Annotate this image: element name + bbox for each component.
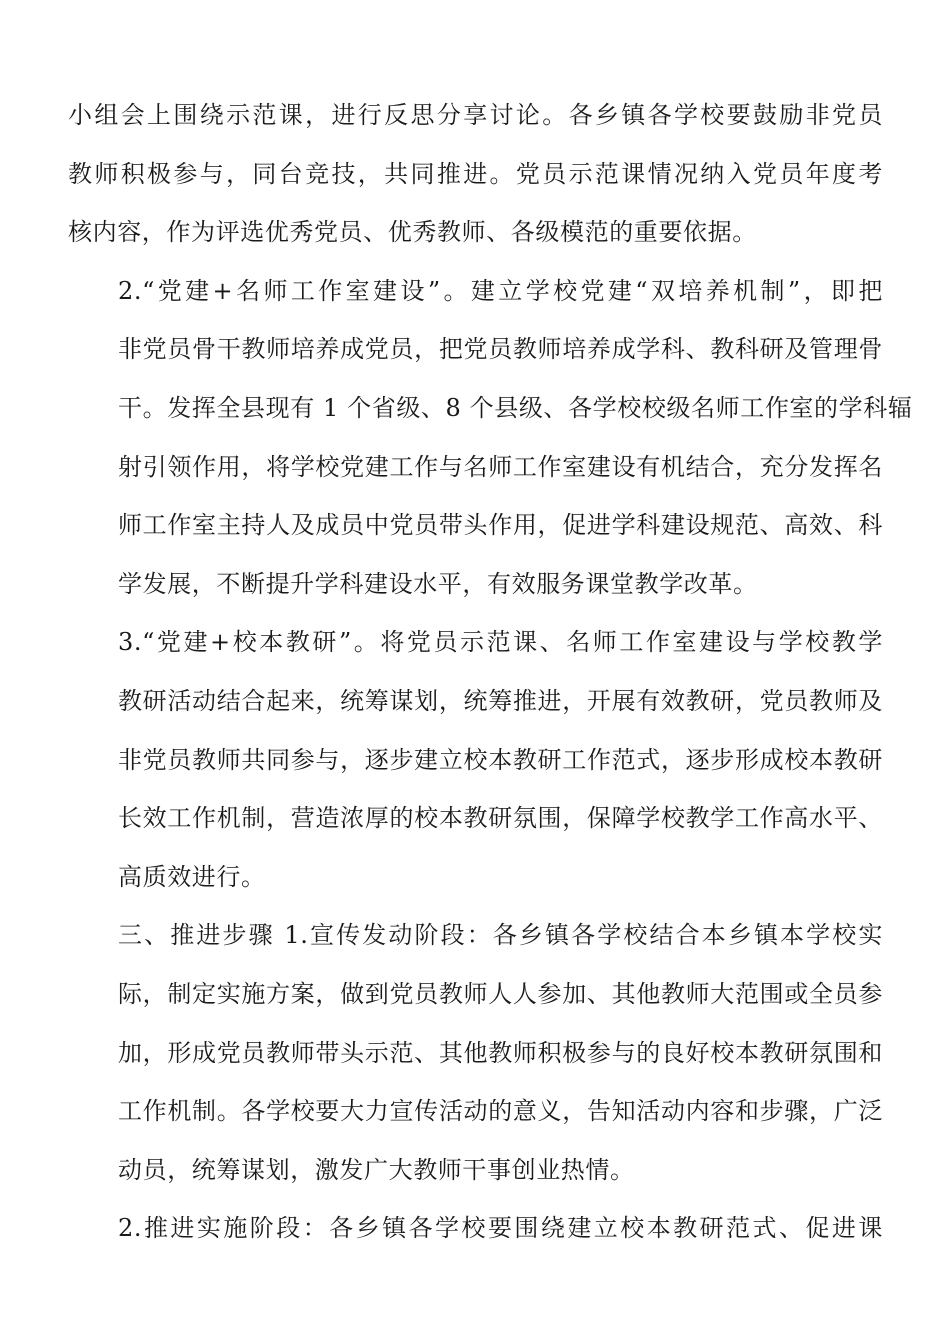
paragraph-master-teacher-studio xyxy=(68,262,913,614)
text-line: 工作机制。各学校要大力宣传活动的意义，告知活动内容和步骤，广泛 xyxy=(118,1097,883,1126)
text-line: 射引领作用，将学校党建工作与名师工作室建设有机结合，充分发挥名 xyxy=(118,452,883,481)
text-line: 际，制定实施方案，做到党员教师人人参加、其他教师大范围或全员参 xyxy=(118,979,883,1008)
text-line: 长效工作机制，营造浓厚的校本教研氛围，保障学校教学工作高水平、 xyxy=(118,804,883,833)
text-line: 非党员教师共同参与，逐步建立校本教研工作范式，逐步形成校本教研 xyxy=(118,745,883,774)
text-line: 师工作室主持人及成员中党员带头作用，促进学科建设规范、高效、科 xyxy=(118,511,883,540)
text-line: 高质效进行。 xyxy=(118,862,266,891)
text-line: 动员，统筹谋划，激发广大教师干事创业热情。 xyxy=(118,1155,635,1184)
paragraph-implementation-stage xyxy=(68,1199,883,1258)
paragraph-promotion-steps xyxy=(68,906,883,1199)
text-line: 加，形成党员教师带头示范、其他教师积极参与的良好校本教研氛围和 xyxy=(118,1038,883,1067)
paragraph-school-based-research xyxy=(68,613,883,906)
text-line: 教师积极参与，同台竞技，共同推进。党员示范课情况纳入党员年度考 xyxy=(68,159,883,188)
text-line: 3.“党建+校本教研”。将党员示范课、名师工作室建设与学校教学 xyxy=(118,628,883,657)
document-body xyxy=(68,86,913,1258)
text-line: 小组会上围绕示范课，进行反思分享讨论。各乡镇各学校要鼓励非党员 xyxy=(68,101,883,129)
text-line: 教研活动结合起来，统筹谋划，统筹推进，开展有效教研，党员教师及 xyxy=(118,686,883,715)
text-line: 干。发挥全县现有 1 个省级、8 个县级、各学校校级名师工作室的学科辐 xyxy=(118,393,913,422)
text-line: 学发展，不断提升学科建设水平，有效服务课堂教学改革。 xyxy=(118,569,758,598)
text-line: 核内容，作为评选优秀党员、优秀教师、各级模范的重要依据。 xyxy=(68,218,757,247)
text-line: 非党员骨干教师培养成党员，把党员教师培养成学科、教科研及管理骨 xyxy=(118,335,883,364)
paragraph-demo-lesson-summary xyxy=(68,86,883,262)
text-line: 2.推进实施阶段：各乡镇各学校要围绕建立校本教研范式、促进课 xyxy=(118,1214,883,1243)
text-line: 三、推进步骤 1.宣传发动阶段：各乡镇各学校结合本乡镇本学校实 xyxy=(118,921,883,950)
text-line: 2.“党建+名师工作室建设”。建立学校党建“双培养机制”，即把 xyxy=(118,276,883,305)
